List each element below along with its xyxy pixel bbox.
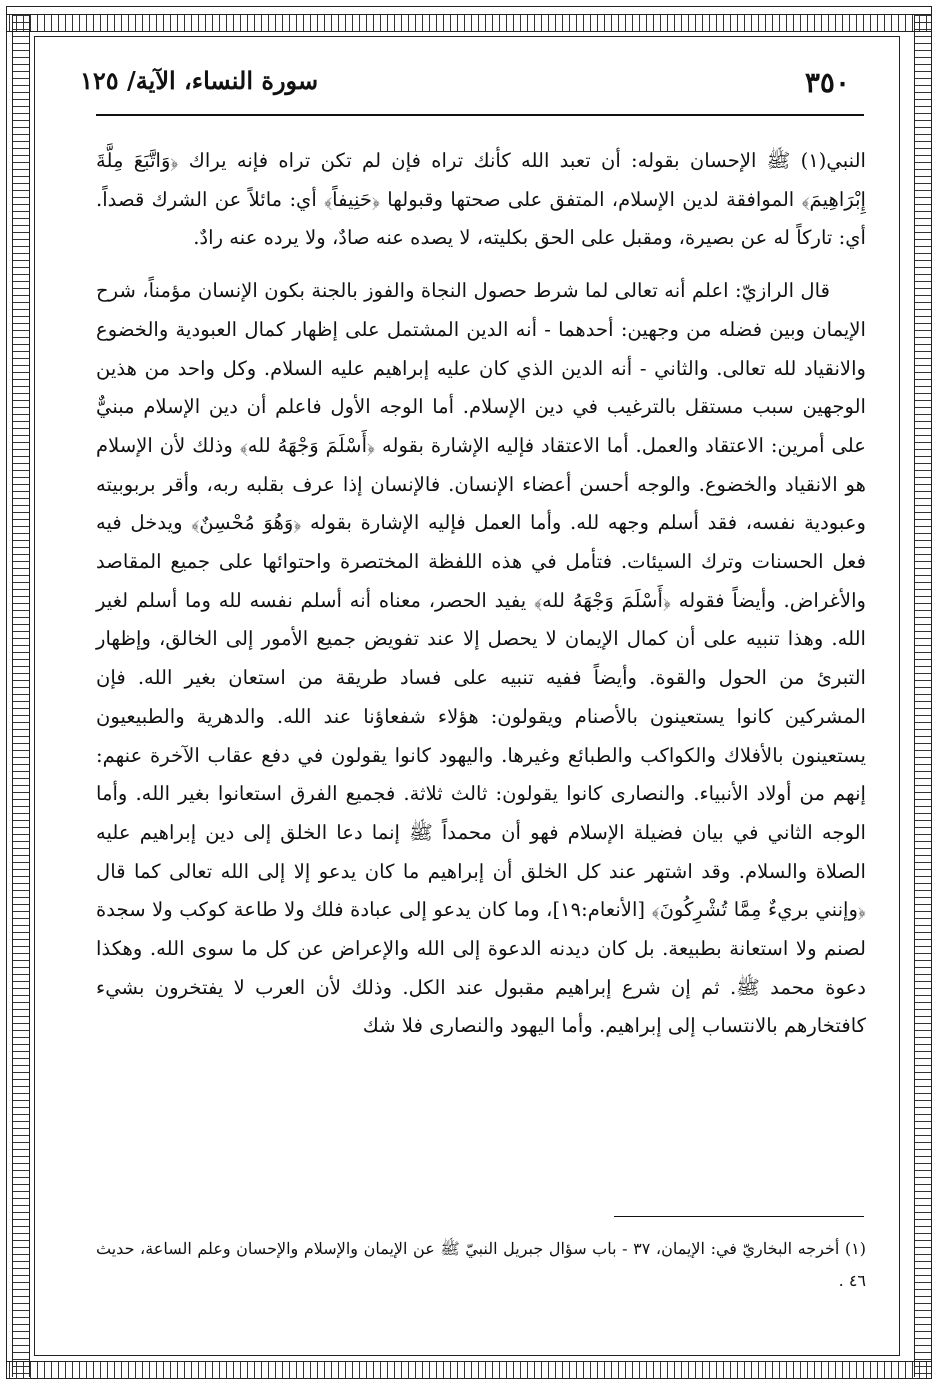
- decorative-border-top: [6, 14, 932, 32]
- footnote: (١) أخرجه البخاريّ في: الإيمان، ٣٧ - باب سؤال جبريل النبيّ ﷺ عن الإيمان والإسلام والإحسان وعلم الساعة، حديث ٤٦ .: [96, 1239, 867, 1290]
- header-rule: [96, 114, 864, 116]
- page-header: [80, 62, 860, 106]
- decorative-border-left: [12, 14, 30, 1377]
- paragraph-1: النبي(١) ﷺ الإحسان بقوله: أن تعبد الله كأنك تراه فإن لم تكن تراه فإنه يراك ﴿وَاتَّبَعَ مِلَّةَ إِبْرَاهِيمَ﴾ الموافقة لدين الإسلام، المتفق على صحتها وقبولها ﴿حَنِيفاً﴾ أي: مائلاً عن الشرك قصداً. أي: تاركاً له عن بصيرة، ومقبل على الحق بكليته، لا يصده عنه صادٌ، ولا يرده عنه رادٌ.: [96, 149, 866, 250]
- decorative-border-bottom: [6, 1361, 932, 1379]
- footnote-rule: [614, 1216, 864, 1217]
- running-head: سورة النساء، الآية/ ١٢٥: [80, 66, 319, 95]
- paragraph-2: قال الرازيّ: اعلم أنه تعالى لما شرط حصول النجاة والفوز بالجنة بكون الإنسان مؤمناً، شرح الإيمان وبين فضله من وجهين: أحدهما - أنه الدين المشتمل على إظهار كمال العبودية والخضوع والانقياد لله تعالى. والثاني - أنه الدين الذي كان عليه إبراهيم عليه السلام. وكل واحد من هذين الوجهين سبب مستقل بالترغيب في دين الإسلام. أما الوجه الأول فاعلم أن دين الإسلام مبنيٌّ على أمرين: الاعتقاد والعمل. أما الاعتقاد فإليه الإشارة بقوله ﴿أَسْلَمَ وَجْهَهُ لله﴾ وذلك لأن الإسلام هو الانقياد والخضوع. والوجه أحسن أعضاء الإنسان. فالإنسان إذا عرف بقلبه ربه، وأقر بربوبيته وعبودية نفسه، فقد أسلم وجهه لله. وأما العمل فإليه الإشارة بقوله ﴿وَهُوَ مُحْسِنٌ﴾ ويدخل فيه فعل الحسنات وترك السيئات. فتأمل في هذه اللفظة المختصرة واحتوائها على جميع المقاصد والأغراض. وأيضاً فقوله ﴿أَسْلَمَ وَجْهَهُ لله﴾ يفيد الحصر، معناه أنه أسلم نفسه لله وما أسلم لغير الله. وهذا تنبيه على أن كمال الإيمان لا يحصل إلا عند تفويض جميع الأمور إلى الخالق، وإظهار التبرئ من الحول والقوة. وأيضاً ففيه تنبيه على فساد طريقة من استعان بغير الله. فإن المشركين كانوا يستعينون بالأصنام ويقولون: هؤلاء شفعاؤنا عند الله. والدهرية والطبيعيون يستعينون بالأفلاك والكواكب والطبائع وغيرها. واليهود كانوا يقولون في دفع عقاب الآخرة عنهم: إنهم من أولاد الأنبياء. والنصارى كانوا يقولون: ثالث ثلاثة. فجميع الفرق استعانوا بغير الله. وأما الوجه الثاني في بيان فضيلة الإسلام فهو أن محمداً ﷺ إنما دعا الخلق إلى دين إبراهيم عليه الصلاة والسلام. وقد اشتهر عند كل الخلق أن إبراهيم ما كان يدعو إلا إلى الله تعالى كما قال ﴿وإنني بريءٌ مِمَّا تُشْرِكُونَ﴾ [الأنعام:١٩]، وما كان يدعو إلى عبادة فلك ولا طاعة كوكب ولا سجدة لصنم ولا استعانة بطبيعة. بل كان ديدنه الدعوة إلى الله والإعراض عن كل ما سوى الله. وهكذا دعوة محمد ﷺ. ثم إن شرع إبراهيم مقبول عند الكل. وذلك لأن العرب لا يفتخرون بشيء كافتخارهم بالانتساب إلى إبراهيم. وأما اليهود والنصارى فلا شك: [96, 279, 866, 1038]
- decorative-border-right: [914, 14, 932, 1377]
- page-number: ٣٥٠: [804, 66, 850, 99]
- main-text: [96, 142, 866, 1046]
